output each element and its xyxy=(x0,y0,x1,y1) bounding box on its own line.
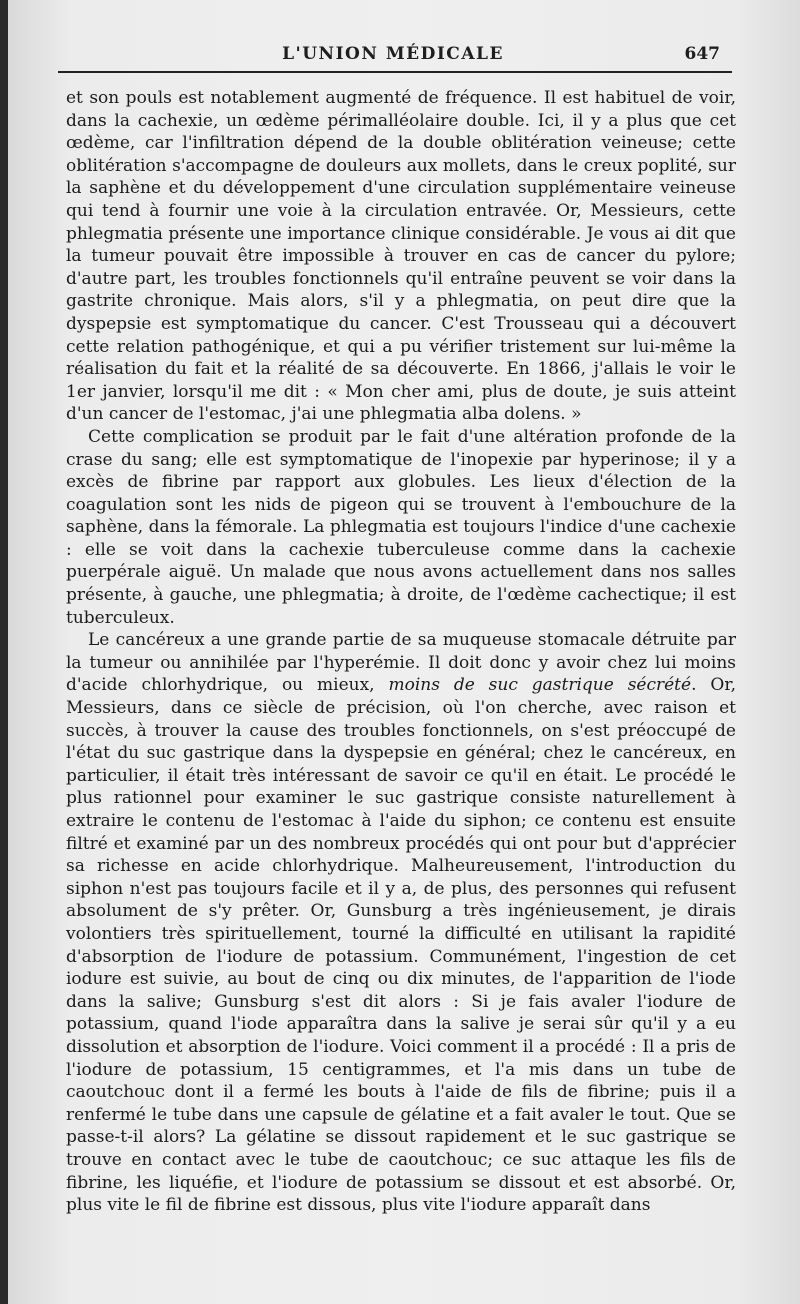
paragraph-3-italic: moins de suc gastrique sécrété xyxy=(388,675,692,696)
running-title: L'UNION MÉDICALE xyxy=(282,44,504,64)
paragraph-3 xyxy=(66,629,736,1216)
book-page xyxy=(8,0,800,1304)
page-number: 647 xyxy=(684,44,720,64)
paragraph-3-part-1: Le cancéreux a une grande partie de sa muqueuse stomacale détruite par la tumeur ou annihilée par l'hyperémie. Il doit donc y avoir chez lui moins d'acide chlorhydrique, ou mieux, xyxy=(66,630,736,696)
body-text xyxy=(66,87,736,1217)
header-rule xyxy=(58,71,732,73)
paragraph-1: et son pouls est notablement augmenté de fréquence. Il est habituel de voir, dans la cachexie, un œdème périmalléolaire double. Ici, il y a plus que cet œdème, car l'infiltration dépend de la double oblitération veineuse; cette oblitération s'accompagne de douleurs aux mollets, dans le creux poplité, sur la saphène et du développement d'une circulation supplémentaire veineuse qui tend à fournir une voie à la circulation entravée. Or, Messieurs, cette phlegmatia présente une importance clinique considérable. Je vous ai dit que la tumeur pouvait être impossible à trouver en cas de cancer du pylore; d'autre part, les troubles fonctionnels qu'il entraîne peuvent se voir dans la gastrite chronique. Mais alors, s'il y a phlegmatia, on peut dire que la dyspepsie est symptomatique du cancer. C'est Trousseau qui a découvert cette relation pathogénique, et qui a pu vérifier tristement sur lui-même la réalisation du fait et la réalité de sa découverte. En 1866, j'allais le voir le 1er janvier, lorsqu'il me dit : « Mon cher ami, plus de doute, je suis atteint d'un cancer de l'estomac, j'ai une phlegmatia alba dolens. » xyxy=(66,88,736,425)
paragraph-2: Cette complication se produit par le fait d'une altération profonde de la crase du sang; elle est symptomatique de l'inopexie par hyperinose; il y a excès de fibrine par rapport aux globules. Les lieux d'élection de la coagulation sont les nids de pigeon qui se trouvent à l'embouchure de la saphène, dans la fémorale. La phlegmatia est toujours l'indice d'une cachexie : elle se voit dans la cachexie tuberculeuse comme dans la cachexie puerpérale aiguë. Un malade que nous avons actuellement dans nos salles présente, à gauche, une phlegmatia; à droite, de l'œdème cachectique; il est tuberculeux. xyxy=(66,426,736,628)
page-header xyxy=(66,40,720,80)
paragraph-3-part-2: . Or, Messieurs, dans ce siècle de précision, où l'on cherche, avec raison et succès, à trouver la cause des troubles fonctionnels, on s'est préoccupé de l'état du suc gastrique dans la dyspepsie en général; chez le cancéreux, en particulier, il était très intéressant de savoir ce qu'il en était. Le procédé le plus rationnel pour examiner le suc gastrique consiste naturellement à extraire le contenu de l'estomac à l'aide du siphon; ce contenu est ensuite filtré et examiné par un des nombreux procédés qui ont pour but d'apprécier sa richesse en acide chlorhydrique. Malheureusement, l'introduction du siphon n'est pas toujours facile et il y a, de plus, des personnes qui refusent absolument de s'y prêter. Or, Gunsburg a très ingénieusement, je dirais volontiers très spirituellement, tourné la difficulté en utilisant la rapidité d'absorption de l'iodure de potassium. Communément, l'ingestion de cet iodure est suivie, au bout de cinq ou dix minutes, de l'apparition de l'iode dans la salive; Gunsburg s'est dit alors : Si je fais avaler l'iodure de potassium, quand l'iode apparaîtra dans la salive je serai sûr qu'il y a eu dissolution et absorption de l'iodure. Voici comment il a procédé : Il a pris de l'iodure de potassium, 15 centigrammes, et l'a mis dans un tube de caoutchouc dont il a fermé les bouts à l'aide de fils de fibrine; puis il a renfermé le tube dans une capsule de gélatine et a fait avaler le tout. Que se passe-t-il alors? La gélatine se dissout rapidement et le suc gastrique se trouve en contact avec le tube de caoutchouc; ce suc attaque les fils de fibrine, les liquéfie, et l'iodure de potassium se dissout et est absorbé. Or, plus vite le fil de fibrine est dissous, plus vite l'iodure apparaît dans xyxy=(66,675,736,1216)
